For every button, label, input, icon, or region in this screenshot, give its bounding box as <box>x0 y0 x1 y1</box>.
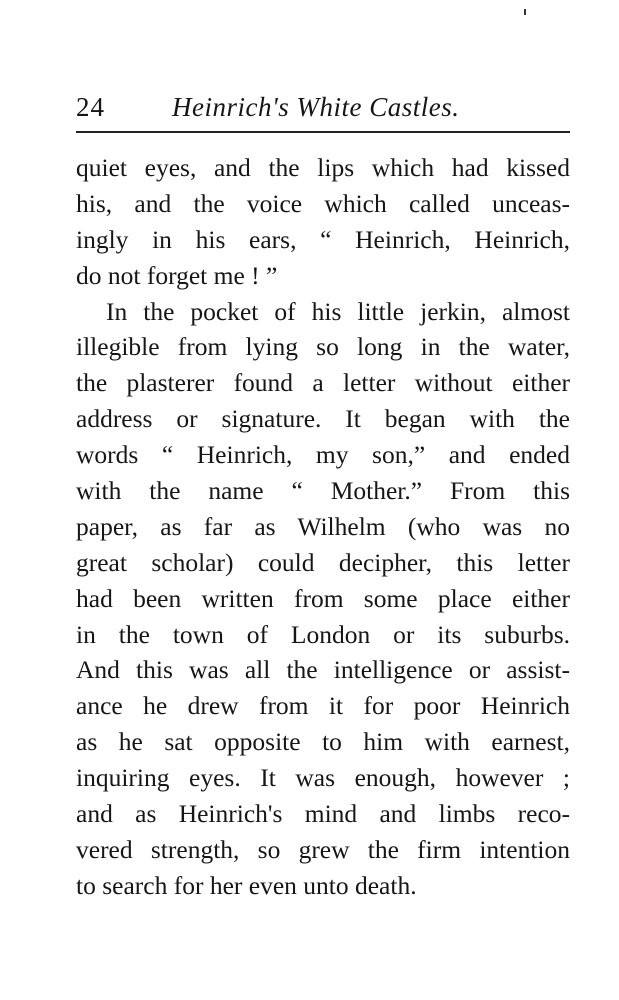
text-line: with the name “ Mother.” From this <box>76 476 570 506</box>
text-line: as he sat opposite to him with earnest, <box>76 727 570 757</box>
body-text <box>76 150 570 904</box>
text-line: And this was all the intelligence or assist- <box>76 655 570 685</box>
text-line: in the town of London or its suburbs. <box>76 619 570 649</box>
text-line: to search for her even unto death. <box>76 870 417 900</box>
text-line: In the pocket of his little jerkin, almost <box>106 296 570 326</box>
text-line: inquiring eyes. It was enough, however ; <box>76 763 570 793</box>
text-line: words “ Heinrich, my son,” and ended <box>76 440 570 470</box>
text-line: address or signature. It began with the <box>76 404 570 434</box>
text-line: the plasterer found a letter without either <box>76 368 570 398</box>
text-line: vered strength, so grew the firm intention <box>76 834 570 864</box>
text-line: do not forget me ! ” <box>76 260 278 290</box>
text-line: ingly in his ears, “ Heinrich, Heinrich, <box>76 224 570 254</box>
text-line: paper, as far as Wilhelm (who was no <box>76 511 570 541</box>
page-number: 24 <box>76 92 105 122</box>
running-title: Heinrich's White Castles. <box>172 92 460 122</box>
text-line: ance he drew from it for poor Heinrich <box>76 691 570 721</box>
header-rule <box>76 131 570 133</box>
running-head <box>76 90 570 124</box>
text-line: had been written from some place either <box>76 583 570 613</box>
print-speck <box>524 9 526 15</box>
text-line: his, and the voice which called unceas- <box>76 188 570 218</box>
text-line: and as Heinrich's mind and limbs reco- <box>76 799 570 829</box>
text-line: illegible from lying so long in the water, <box>76 332 570 362</box>
text-line: quiet eyes, and the lips which had kissed <box>76 153 570 182</box>
text-line: great scholar) could decipher, this letter <box>76 547 570 577</box>
